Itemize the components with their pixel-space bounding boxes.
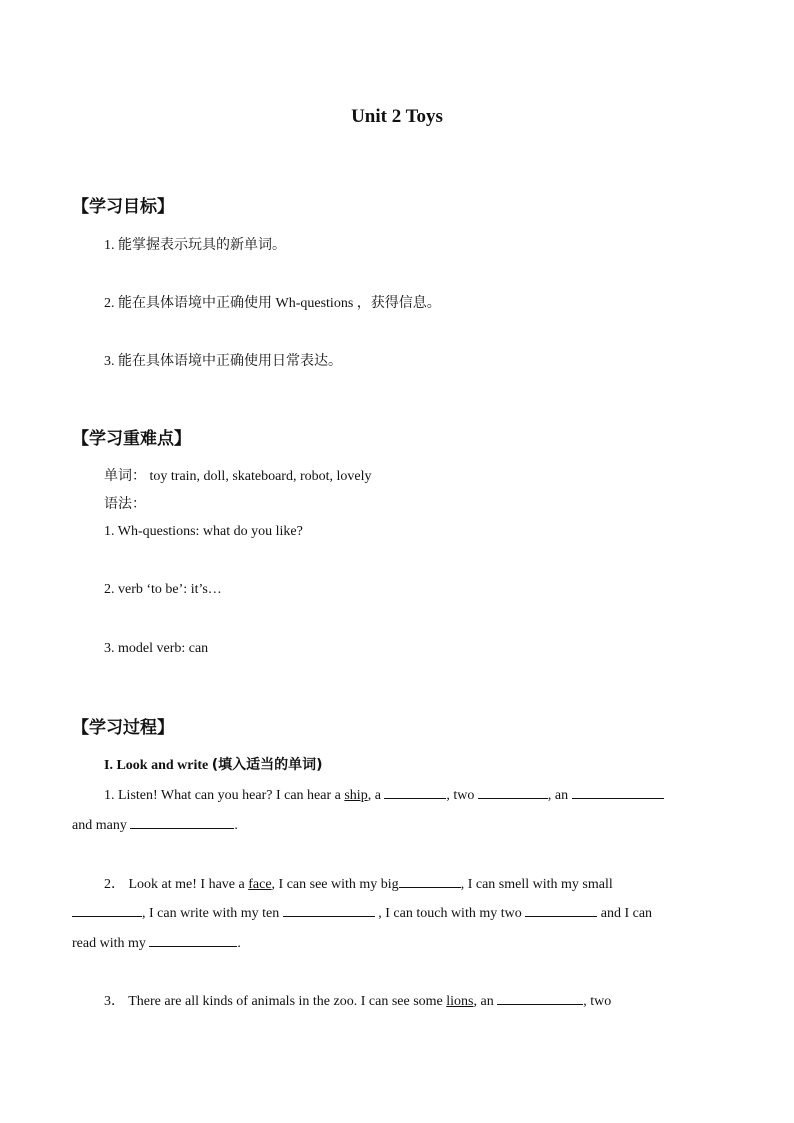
- grammar-item-2: [104, 582, 222, 598]
- item-text: Wh-questions: what do you like?: [117, 524, 303, 539]
- q1-text-e: and many: [72, 818, 127, 833]
- process-heading: 【学习过程】: [72, 718, 174, 738]
- grammar-item-3: [104, 641, 208, 657]
- grammar-label-text: 语法：: [104, 496, 146, 512]
- q1-text-a: 1. Listen! What can you hear? I can hear a: [104, 788, 345, 803]
- q2-example-face: face: [248, 877, 272, 892]
- q1-text-d: , an: [547, 788, 569, 803]
- q2-text-a: 2． Look at me! I have a: [104, 877, 249, 892]
- question-2-line-2: [72, 903, 652, 922]
- item-number: 1.: [104, 524, 115, 539]
- q2-text-b: , I can see with my big: [271, 877, 399, 892]
- answer-blank[interactable]: [149, 933, 237, 947]
- q1-text-c: , two: [446, 788, 475, 803]
- answer-blank[interactable]: [283, 903, 375, 917]
- item-number: 2.: [104, 582, 115, 597]
- grammar-label: [104, 493, 146, 513]
- words-list: toy train, doll, skateboard, robot, lovely: [149, 469, 372, 484]
- q3-text-b: , an: [473, 994, 494, 1009]
- objective-item-2: [104, 292, 441, 312]
- q1-text-b: , a: [367, 788, 381, 803]
- item-number: 3.: [104, 354, 115, 369]
- exercise-title: [104, 754, 323, 774]
- item-text: 能在具体语境中正确使用日常表达。: [118, 353, 342, 369]
- item-number: 1.: [104, 238, 115, 253]
- answer-blank[interactable]: [525, 903, 597, 917]
- question-1-line-1: [104, 785, 664, 804]
- q3-text-a: 3． There are all kinds of animals in the zoo. I can see some: [104, 994, 447, 1009]
- q2-text-f: and I can: [600, 906, 653, 921]
- answer-blank[interactable]: [130, 815, 234, 829]
- answer-blank[interactable]: [572, 785, 664, 799]
- item-text-b: Wh-questions: [275, 296, 354, 311]
- item-number: 2.: [104, 296, 115, 311]
- q2-text-g: read with my: [72, 936, 146, 951]
- item-text: 能掌握表示玩具的新单词。: [118, 237, 286, 253]
- answer-blank[interactable]: [497, 991, 583, 1005]
- item-text-a: 能在具体语境中正确使用: [118, 295, 272, 311]
- q1-example-ship: ship: [344, 788, 368, 803]
- item-text: verb ‘to be’: it’s…: [118, 582, 222, 597]
- item-text: model verb: can: [118, 641, 209, 656]
- answer-blank[interactable]: [72, 903, 142, 917]
- page-title: Unit 2 Toys: [351, 106, 443, 127]
- key-points-heading: 【学习重难点】: [72, 429, 191, 449]
- q3-text-c: , two: [583, 994, 612, 1009]
- q2-text-e: , I can touch with my two: [378, 906, 522, 921]
- answer-blank[interactable]: [478, 785, 548, 799]
- q2-text-d: , I can write with my ten: [142, 906, 280, 921]
- question-1-line-2: and many .: [72, 815, 238, 834]
- answer-blank[interactable]: [384, 785, 446, 799]
- question-2-line-1: [104, 873, 613, 893]
- words-label: 单词：: [104, 468, 146, 484]
- objective-item-1: [104, 234, 286, 254]
- item-number: 3.: [104, 641, 115, 656]
- grammar-item-1: [104, 524, 303, 540]
- question-2-line-3: read with my .: [72, 933, 241, 952]
- exercise-title-en: I. Look and write: [104, 758, 209, 773]
- q2-text-c: , I can smell with my small: [460, 877, 613, 892]
- answer-blank[interactable]: [399, 874, 461, 888]
- exercise-title-zh: (填入适当的单词): [211, 757, 323, 773]
- words-line: [104, 465, 372, 485]
- item-text-c: ，获得信息。: [356, 295, 441, 311]
- objectives-heading: 【学习目标】: [72, 197, 174, 217]
- q3-example-lions: lions: [446, 994, 474, 1009]
- question-3-line-1: [104, 990, 611, 1010]
- objective-item-3: [104, 350, 342, 370]
